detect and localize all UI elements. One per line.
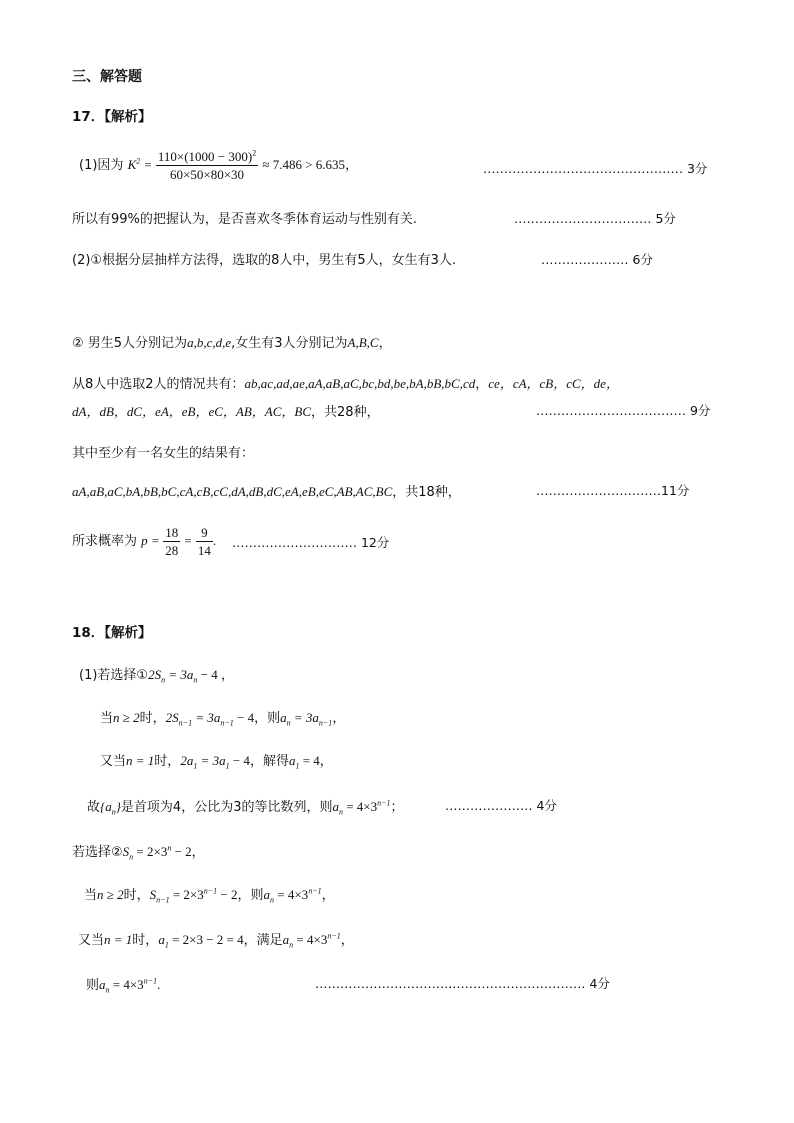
q17-score-5: …………………………… 5分: [514, 211, 676, 226]
math: $a_1 = 2\times 3 - 2 = 4$: [158, 932, 244, 950]
text: 所求概率为: [72, 534, 138, 549]
q18-line2: [100, 710, 346, 728]
math: $a_n = 3a_{n-1}$: [280, 710, 333, 728]
k2-result: ≈ 7.486 > 6.635: [262, 157, 346, 172]
q18-line5: [72, 843, 205, 862]
equals: =: [184, 533, 192, 548]
q17-heading: 17．【解析】: [72, 109, 152, 125]
math: $2S_n = 3a_n$: [148, 667, 198, 685]
math: $a_1 = 4$: [288, 753, 320, 771]
equals: =: [151, 533, 160, 548]
section-title: 三、解答题: [72, 69, 142, 85]
q18-score-4b: …………………………… 4分: [448, 976, 610, 991]
q18-score-4a: ………………… 4分: [445, 798, 557, 813]
text: ，: [340, 933, 354, 948]
math: $a_n = 4\times 3^{n-1}$: [263, 886, 322, 905]
text: 当: [100, 711, 114, 726]
p-symbol: p: [141, 533, 148, 548]
text: ,女生有3人分别记为: [231, 336, 348, 351]
math: n ≥ 2: [97, 887, 124, 902]
text: .: [157, 977, 161, 992]
text: ② 男生5人分别记为: [72, 336, 188, 351]
math: $a_n = 4\times 3^{n-1}$: [282, 931, 341, 950]
comma: ，: [345, 158, 359, 173]
q18-score-dots: ……………………………: [315, 976, 453, 991]
q17-line7: 其中至少有一名女生的结果有：: [72, 446, 255, 461]
q18-line1: [79, 667, 234, 685]
q17-line3: (2)①根据分层抽样方法得，选取的8人中，男生有5人，女生有3人.: [72, 253, 457, 268]
q17-line5: [72, 377, 619, 391]
text: ，: [332, 711, 346, 726]
math: n ≥ 2: [113, 710, 140, 725]
text: − 4 ，: [197, 667, 234, 682]
text: ，共28种，: [311, 405, 380, 420]
math: $a_n = 4\times 3^{n-1}$: [99, 976, 158, 995]
text: 时，: [139, 711, 166, 726]
pairs-list: ab,ac,ad,ae,aA,aB,aC,bc,bd,be,bA,bB,bC,cd: [244, 376, 476, 391]
k2-fraction-numerator: $110\times(1000 - 300)^2$: [157, 148, 257, 164]
text: 时，: [123, 888, 150, 903]
q18-line8: [86, 976, 161, 995]
denominator: 28: [165, 543, 179, 558]
math: $S_{n-1} = 2\times 3^{n-1} - 2$: [149, 886, 238, 905]
numerator: 9: [196, 526, 213, 542]
q18-line4: [87, 798, 404, 817]
denominator: 14: [197, 543, 211, 558]
text: 又当: [78, 933, 105, 948]
q17-score-3: ………………………………………… 3分: [483, 161, 708, 176]
math: n = 1: [104, 932, 133, 947]
text: 则: [86, 978, 100, 993]
q17-score-9: ……………………………… 9分: [536, 403, 711, 418]
math: $\{a_n\}$: [100, 799, 121, 817]
k2-fraction: [156, 150, 258, 181]
text: 若选择②: [72, 845, 123, 860]
text: (1)若选择①: [79, 668, 149, 683]
male-labels: a,b,c,d,e: [187, 335, 232, 350]
text: .: [212, 533, 217, 548]
text: ，则: [254, 711, 281, 726]
text: ，: [378, 336, 392, 351]
equals-sign: =: [144, 157, 152, 172]
text: 故: [87, 800, 101, 815]
female-labels: A,B,C: [347, 335, 379, 350]
text: ，共18种，: [392, 485, 461, 500]
q17-line6: [72, 405, 380, 419]
q17-line1: [79, 150, 358, 181]
q17-line4: [72, 336, 392, 350]
k2-symbol: $K^2$: [127, 156, 141, 172]
q18-heading: 18．【解析】: [72, 625, 152, 641]
math: $S_n = 2\times 3^n - 2$: [122, 843, 192, 862]
text: 是首项为4，公比为3的等比数列，则: [120, 800, 333, 815]
pairs-list: ce，cA，cB，cC，de，: [488, 376, 619, 391]
q17-score-12: ………………………… 12分: [232, 535, 390, 550]
text: ，: [321, 888, 335, 903]
text: 从8人中选取2人的情况共有：: [72, 377, 245, 392]
text: ，: [319, 754, 333, 769]
q17-score-11: …………………………11分: [536, 483, 690, 498]
math: $2a_1 = 3a_1 - 4$: [180, 753, 250, 771]
q18-line6: [84, 886, 335, 905]
text: ，解得: [249, 754, 289, 769]
numerator: 18: [165, 525, 179, 540]
math: n = 1: [126, 753, 155, 768]
q18-line3: [100, 753, 333, 771]
q17-line8: [72, 485, 461, 499]
text: 时，: [132, 933, 159, 948]
text: ，则: [237, 888, 264, 903]
q17-score-6: ………………… 6分: [541, 252, 653, 267]
q17-line2: 所以有99%的把握认为，是否喜欢冬季体育运动与性别有关.: [72, 212, 418, 227]
fraction-9-14: [196, 526, 213, 557]
pairs-list: dA，dB，dC，eA，eB，eC，AB，AC，BC: [72, 404, 312, 419]
fraction-18-28: [163, 526, 180, 557]
text: 当: [84, 888, 98, 903]
text: ；: [390, 800, 404, 815]
text: ，: [475, 377, 489, 392]
k2-fraction-denominator: 60×50×80×30: [170, 167, 245, 182]
text: ，满足: [243, 933, 283, 948]
q17-line9: [72, 526, 216, 557]
text: 时，: [154, 754, 181, 769]
pairs-list: aA,aB,aC,bA,bB,bC,cA,cB,cC,dA,dB,dC,eA,eB,eC,AB,AC,BC: [72, 484, 393, 499]
q18-line7: [78, 931, 354, 950]
text: 又当: [100, 754, 127, 769]
math: $2S_{n-1} = 3a_{n-1} - 4$: [165, 710, 255, 728]
q17-line1-prefix: (1)因为: [79, 158, 124, 173]
math: $a_n = 4\times 3^{n-1}$: [332, 798, 391, 817]
text: ，: [191, 845, 205, 860]
